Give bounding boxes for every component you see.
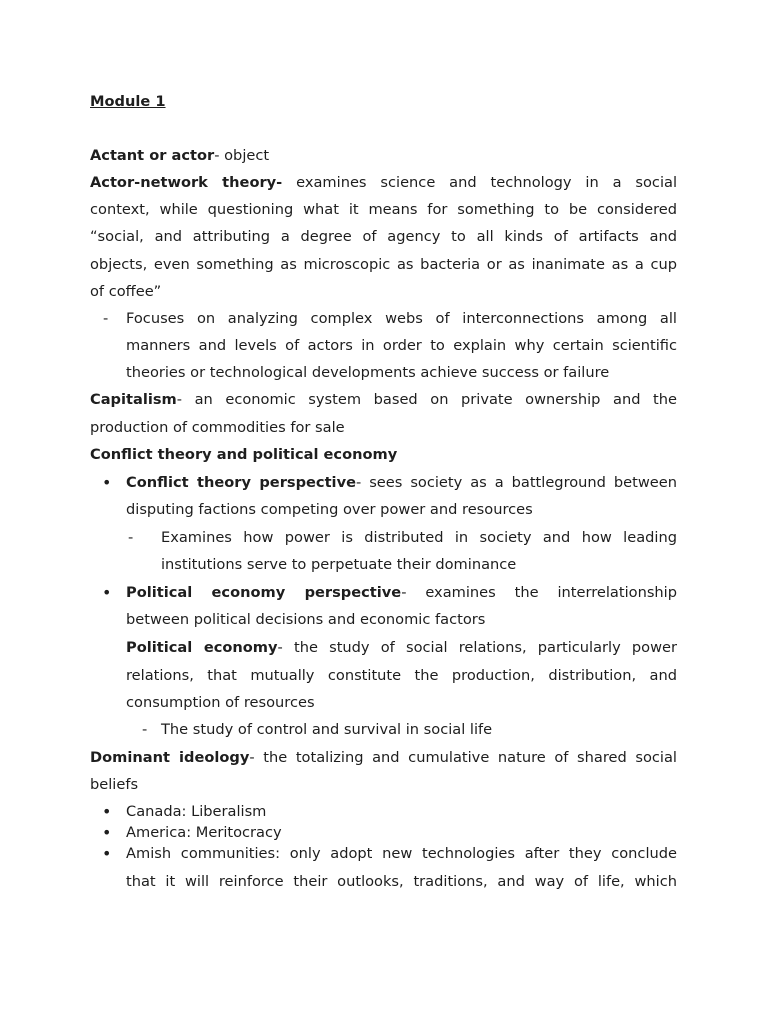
dominant-bullet-amish-line-1: Amish communities: only adopt new technologies after they conclude [126,845,677,862]
entry-capitalism [90,390,677,410]
term-political-perspective: Political economy perspective [126,584,402,601]
ant-sub-line-2: manners and levels of actors in order to explain why certain scientific [126,337,677,354]
capitalism-line-2: production of commodities for sale [90,419,345,436]
ant-line-2: context, while questioning what it means for something to be considered [90,201,677,218]
dominant-text: - the totalizing and cumulative nature of shared social [249,749,677,766]
heading-conflict: Conflict theory and political economy [90,446,398,463]
capitalism-text: - an economic system based on private ownership and the [176,391,677,408]
def-actant: - object [214,147,270,164]
term-capitalism: Capitalism [90,391,177,408]
page-title: Module 1 [90,93,166,110]
term-dominant-ideology: Dominant ideology [90,749,250,766]
bullet-political-line-1 [126,583,677,603]
term-political-economy: Political economy [126,639,278,656]
conflict-text: - sees society as a battleground between [355,474,677,491]
ant-line-5: of coffee” [90,283,162,300]
bullet-marker: • [102,844,112,863]
ant-text: examines science and technology in a social [282,174,677,191]
political-economy-text: - the study of social relations, particularly power [277,639,677,656]
bullet-political-line-2: between political decisions and economic factors [126,611,486,628]
ant-sub-line-3: theories or technological developments achieve success or failure [126,364,610,381]
conflict-sub-line-1: Examines how power is distributed in society and how leading [161,529,677,546]
political-text: - examines the interrelationship [401,584,677,601]
conflict-sub-line-2: institutions serve to perpetuate their dominance [161,556,517,573]
ant-sub-line-1: Focuses on analyzing complex webs of interconnections among all [126,310,677,327]
dash-marker: - [128,529,134,546]
dominant-line-2: beliefs [90,776,139,793]
political-economy-sub-line: The study of control and survival in social life [161,721,493,738]
bullet-marker: • [102,823,112,842]
term-conflict-perspective: Conflict theory perspective [126,474,356,491]
entry-dominant-ideology [90,748,677,768]
dash-marker: - [103,310,109,327]
dash-marker: - [142,721,148,738]
bullet-conflict-line-2: disputing factions competing over power and resources [126,501,533,518]
entry-actant [90,146,677,166]
dominant-bullet-canada: Canada: Liberalism [126,803,267,820]
dominant-bullet-amish-line-2: that it will reinforce their outlooks, traditions, and way of life, which [126,873,677,890]
dominant-bullet-america: America: Meritocracy [126,824,282,841]
ant-line-4: objects, even something as microscopic as bacteria or as inanimate as a cup [90,256,677,273]
ant-line-3: “social, and attributing a degree of agency to all kinds of artifacts and [90,228,677,245]
political-economy-def-line-2: relations, that mutually constitute the production, distribution, and [126,667,677,684]
bullet-marker: • [102,802,112,821]
term-ant: Actor-network theory- [90,174,283,191]
bullet-marker: • [102,473,112,492]
bullet-marker: • [102,583,112,602]
political-economy-def-line-1 [126,638,677,658]
term-actant: Actant or actor [90,147,215,164]
bullet-conflict-line-1 [126,473,677,493]
political-economy-def-line-3: consumption of resources [126,694,315,711]
entry-ant-line-1 [90,173,677,193]
